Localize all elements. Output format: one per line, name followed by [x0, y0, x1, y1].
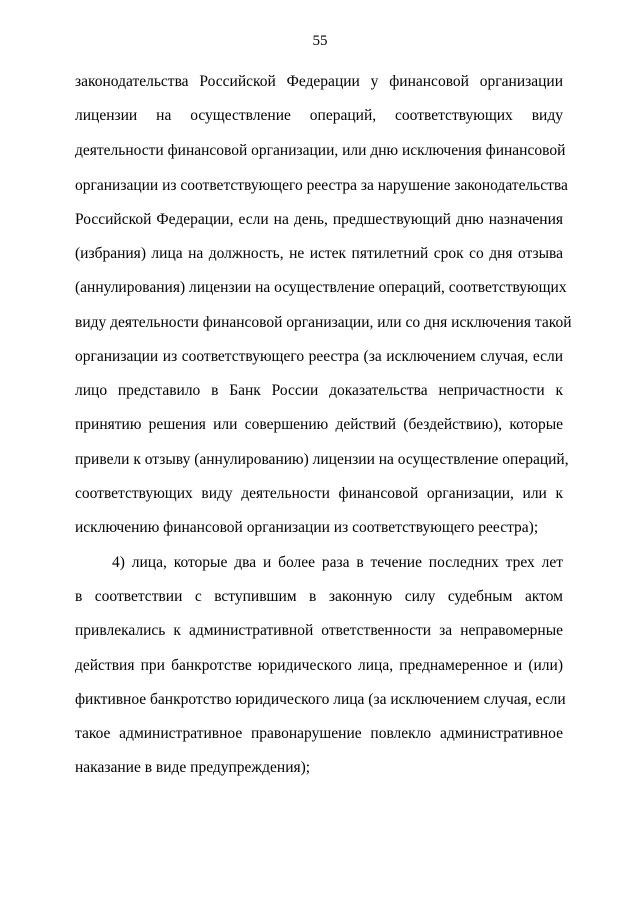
- text-line-18: действия при банкротстве юридического лица, преднамеренное и (или): [75, 657, 563, 674]
- text-line-1: законодательства Российской Федерации у финансовой организации: [75, 73, 563, 90]
- text-line-8: виду деятельности финансовой организации, или со дня исключения такой: [75, 314, 572, 331]
- text-line-7: (аннулирования) лицензии на осуществление операций, соответствующих: [75, 279, 567, 296]
- text-line-13: соответствующих виду деятельности финансовой организации, или к: [75, 485, 563, 502]
- text-line-21: наказание в виде предупреждения);: [75, 759, 311, 776]
- text-line-6: (избрания) лица на должность, не истек пятилетний срок со дня отзыва: [75, 245, 563, 262]
- text-line-17: привлекались к административной ответственности за неправомерные: [75, 622, 563, 639]
- text-line-5: Российской Федерации, если на день, предшествующий дню назначения: [75, 211, 563, 228]
- text-line-19: фиктивное банкротство юридического лица (за исключением случая, если: [75, 691, 566, 708]
- text-line-10: лицо представило в Банк России доказательства непричастности к: [75, 382, 563, 399]
- text-line-15: 4) лица, которые два и более раза в течение последних трех лет: [112, 554, 563, 571]
- text-line-20: такое административное правонарушение повлекло административное: [75, 725, 563, 742]
- text-line-11: принятию решения или совершению действий (бездействию), которые: [75, 416, 563, 433]
- text-line-12: привели к отзыву (аннулированию) лицензии на осуществление операций,: [75, 451, 569, 468]
- text-line-9: организации из соответствующего реестра (за исключением случая, если: [75, 348, 563, 365]
- text-line-3: деятельности финансовой организации, или дню исключения финансовой: [75, 142, 566, 159]
- text-line-2: лицензии на осуществление операций, соответствующих виду: [75, 107, 563, 124]
- page-number: 55: [312, 33, 328, 49]
- text-line-4: организации из соответствующего реестра за нарушение законодательства: [75, 177, 568, 194]
- text-line-14: исключению финансовой организации из соответствующего реестра);: [75, 519, 539, 536]
- text-line-16: в соответствии с вступившим в законную силу судебным актом: [75, 588, 563, 605]
